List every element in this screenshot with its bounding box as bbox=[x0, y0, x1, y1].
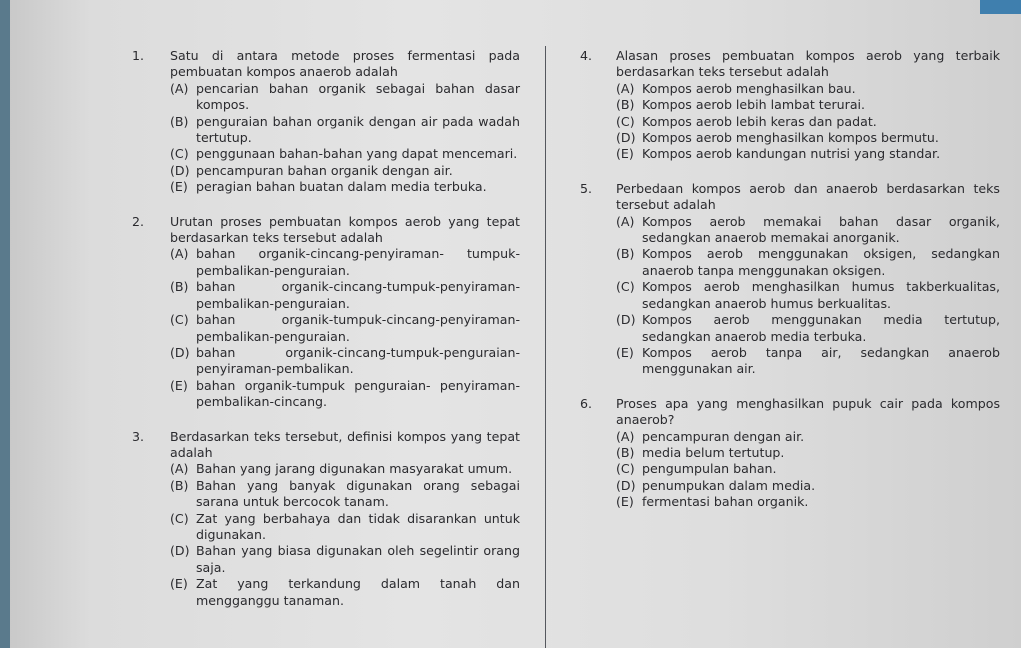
right-column bbox=[580, 48, 1000, 529]
question-5 bbox=[580, 181, 1000, 378]
question-number: 6. bbox=[580, 395, 593, 411]
option-letter: (E) bbox=[616, 146, 634, 162]
option-text: penumpukan dalam media. bbox=[642, 477, 816, 493]
answer-option bbox=[616, 345, 1000, 378]
answer-option bbox=[616, 461, 1000, 477]
background-edge bbox=[980, 0, 1021, 14]
option-letter: (B) bbox=[170, 113, 189, 129]
answer-option bbox=[616, 445, 1000, 461]
option-letter: (A) bbox=[170, 461, 189, 477]
answer-option bbox=[170, 378, 520, 411]
answer-option bbox=[170, 461, 520, 477]
option-text: Kompos aerob lebih keras dan padat. bbox=[642, 113, 877, 129]
answer-option bbox=[170, 246, 520, 279]
answer-option bbox=[616, 81, 1000, 97]
option-text: bahan organik-cincang-tumpuk-penguraian-penyiraman-pembalikan. bbox=[196, 344, 520, 377]
answer-option bbox=[170, 279, 520, 312]
option-text: Kompos aerob menghasilkan kompos bermutu. bbox=[642, 130, 939, 146]
answer-option bbox=[616, 312, 1000, 345]
option-letter: (C) bbox=[170, 146, 189, 162]
answer-option bbox=[170, 312, 520, 345]
option-text: penguraian bahan organik dengan air pada wadah tertutup. bbox=[196, 113, 520, 146]
option-letter: (E) bbox=[170, 179, 188, 195]
answer-option bbox=[170, 179, 520, 195]
option-letter: (B) bbox=[170, 477, 189, 493]
answer-option bbox=[616, 494, 1000, 510]
option-letter: (A) bbox=[170, 80, 189, 96]
option-letter: (C) bbox=[616, 113, 635, 129]
option-letter: (D) bbox=[616, 312, 636, 328]
option-letter: (B) bbox=[170, 279, 189, 295]
option-text: pencampuran dengan air. bbox=[642, 428, 805, 444]
answer-option bbox=[170, 543, 520, 576]
answer-option bbox=[170, 576, 520, 609]
option-letter: (C) bbox=[170, 510, 189, 526]
answer-option bbox=[170, 146, 520, 162]
option-text: Bahan yang biasa digunakan oleh segelintir orang saja. bbox=[196, 543, 520, 575]
answer-option bbox=[616, 478, 1000, 494]
option-text: Zat yang terkandung dalam tanah dan mengganggu tanaman. bbox=[196, 576, 520, 608]
option-text: fermentasi bahan organik. bbox=[642, 494, 809, 510]
option-text: Bahan yang jarang digunakan masyarakat umum. bbox=[196, 461, 513, 477]
question-3 bbox=[132, 429, 520, 609]
option-text: pengumpulan bahan. bbox=[642, 461, 777, 477]
answer-option bbox=[616, 114, 1000, 130]
option-text: Kompos aerob menghasilkan bau. bbox=[642, 80, 856, 96]
answer-option bbox=[616, 146, 1000, 162]
option-text: pencarian bahan organik sebagai bahan dasar kompos. bbox=[196, 80, 520, 113]
option-letter: (A) bbox=[616, 428, 635, 444]
answer-option bbox=[616, 130, 1000, 146]
answer-option bbox=[616, 97, 1000, 113]
option-text: bahan organik-tumpuk-cincang-penyiraman-pembalikan-penguraian. bbox=[196, 312, 520, 344]
option-text: pencampuran bahan organik dengan air. bbox=[196, 162, 453, 178]
option-text: Kompos aerob menggunakan media tertutup, sedangkan anaerob media terbuka. bbox=[642, 312, 1000, 344]
answer-option bbox=[170, 478, 520, 511]
question-2 bbox=[132, 214, 520, 411]
option-text: Bahan yang banyak digunakan orang sebagai sarana untuk bercocok tanam. bbox=[196, 477, 520, 510]
option-letter: (C) bbox=[616, 461, 635, 477]
question-stem: Proses apa yang menghasilkan pupuk cair pada kompos anaerob? bbox=[616, 395, 1000, 428]
answer-option bbox=[616, 429, 1000, 445]
question-number: 5. bbox=[580, 180, 593, 196]
option-text: bahan organik-cincang-tumpuk-penyiraman-pembalikan-penguraian. bbox=[196, 279, 520, 311]
option-letter: (D) bbox=[170, 344, 190, 360]
question-stem: Perbedaan kompos aerob dan anaerob berdasarkan teks tersebut adalah bbox=[616, 180, 1000, 213]
option-letter: (D) bbox=[170, 162, 190, 178]
option-letter: (B) bbox=[616, 97, 635, 113]
question-number: 4. bbox=[580, 48, 593, 63]
answer-option bbox=[170, 345, 520, 378]
option-letter: (E) bbox=[616, 494, 634, 510]
option-letter: (B) bbox=[616, 246, 635, 262]
question-number: 3. bbox=[132, 428, 145, 444]
option-letter: (C) bbox=[170, 312, 189, 328]
answer-option bbox=[170, 81, 520, 114]
answer-option bbox=[616, 246, 1000, 279]
question-number: 1. bbox=[132, 48, 145, 63]
option-text: Kompos aerob lebih lambat terurai. bbox=[642, 97, 866, 113]
option-text: Kompos aerob kandungan nutrisi yang standar. bbox=[642, 146, 941, 162]
option-letter: (E) bbox=[170, 377, 188, 393]
answer-option bbox=[170, 511, 520, 544]
question-6 bbox=[580, 396, 1000, 511]
option-text: Kompos aerob menghasilkan humus takberkualitas, sedangkan anaerob humus berkualitas. bbox=[642, 279, 1000, 311]
option-text: Kompos aerob menggunakan oksigen, sedangkan anaerob tanpa menggunakan oksigen. bbox=[642, 246, 1000, 278]
option-letter: (C) bbox=[616, 279, 635, 295]
option-text: Zat yang berbahaya dan tidak disarankan untuk digunakan. bbox=[196, 510, 520, 542]
answer-option bbox=[170, 114, 520, 147]
exam-paper bbox=[10, 0, 1021, 648]
option-letter: (D) bbox=[170, 543, 190, 559]
question-number: 2. bbox=[132, 213, 145, 229]
option-letter: (A) bbox=[616, 213, 635, 229]
column-divider bbox=[545, 46, 546, 648]
option-text: bahan organik-cincang-penyiraman- tumpuk-pembalikan-penguraian. bbox=[196, 246, 520, 278]
question-stem: Alasan proses pembuatan kompos aerob yang terbaik berdasarkan teks tersebut adalah bbox=[616, 48, 1000, 80]
answer-option bbox=[616, 214, 1000, 247]
option-letter: (E) bbox=[616, 344, 634, 360]
option-text: penggunaan bahan-bahan yang dapat mencemari. bbox=[196, 146, 518, 162]
option-text: bahan organik-tumpuk penguraian- penyiraman-pembalikan-cincang. bbox=[196, 377, 520, 410]
option-letter: (A) bbox=[170, 246, 189, 262]
left-column bbox=[132, 48, 520, 627]
option-text: media belum tertutup. bbox=[642, 444, 785, 460]
option-letter: (B) bbox=[616, 444, 635, 460]
option-text: Kompos aerob tanpa air, sedangkan anaerob menggunakan air. bbox=[642, 344, 1000, 377]
answer-option bbox=[170, 163, 520, 179]
option-text: Kompos aerob memakai bahan dasar organik, sedangkan anaerob memakai anorganik. bbox=[642, 213, 1000, 246]
option-letter: (D) bbox=[616, 477, 636, 493]
answer-option bbox=[616, 279, 1000, 312]
question-4 bbox=[580, 48, 1000, 163]
option-letter: (E) bbox=[170, 576, 188, 592]
question-1 bbox=[132, 48, 520, 196]
option-letter: (D) bbox=[616, 130, 636, 146]
question-stem: Urutan proses pembuatan kompos aerob yang tepat berdasarkan teks tersebut adalah bbox=[170, 213, 520, 246]
question-stem: Satu di antara metode proses fermentasi pada pembuatan kompos anaerob adalah bbox=[170, 48, 520, 80]
option-letter: (A) bbox=[616, 80, 635, 96]
question-stem: Berdasarkan teks tersebut, definisi kompos yang tepat adalah bbox=[170, 428, 520, 460]
option-text: peragian bahan buatan dalam media terbuka. bbox=[196, 179, 487, 195]
